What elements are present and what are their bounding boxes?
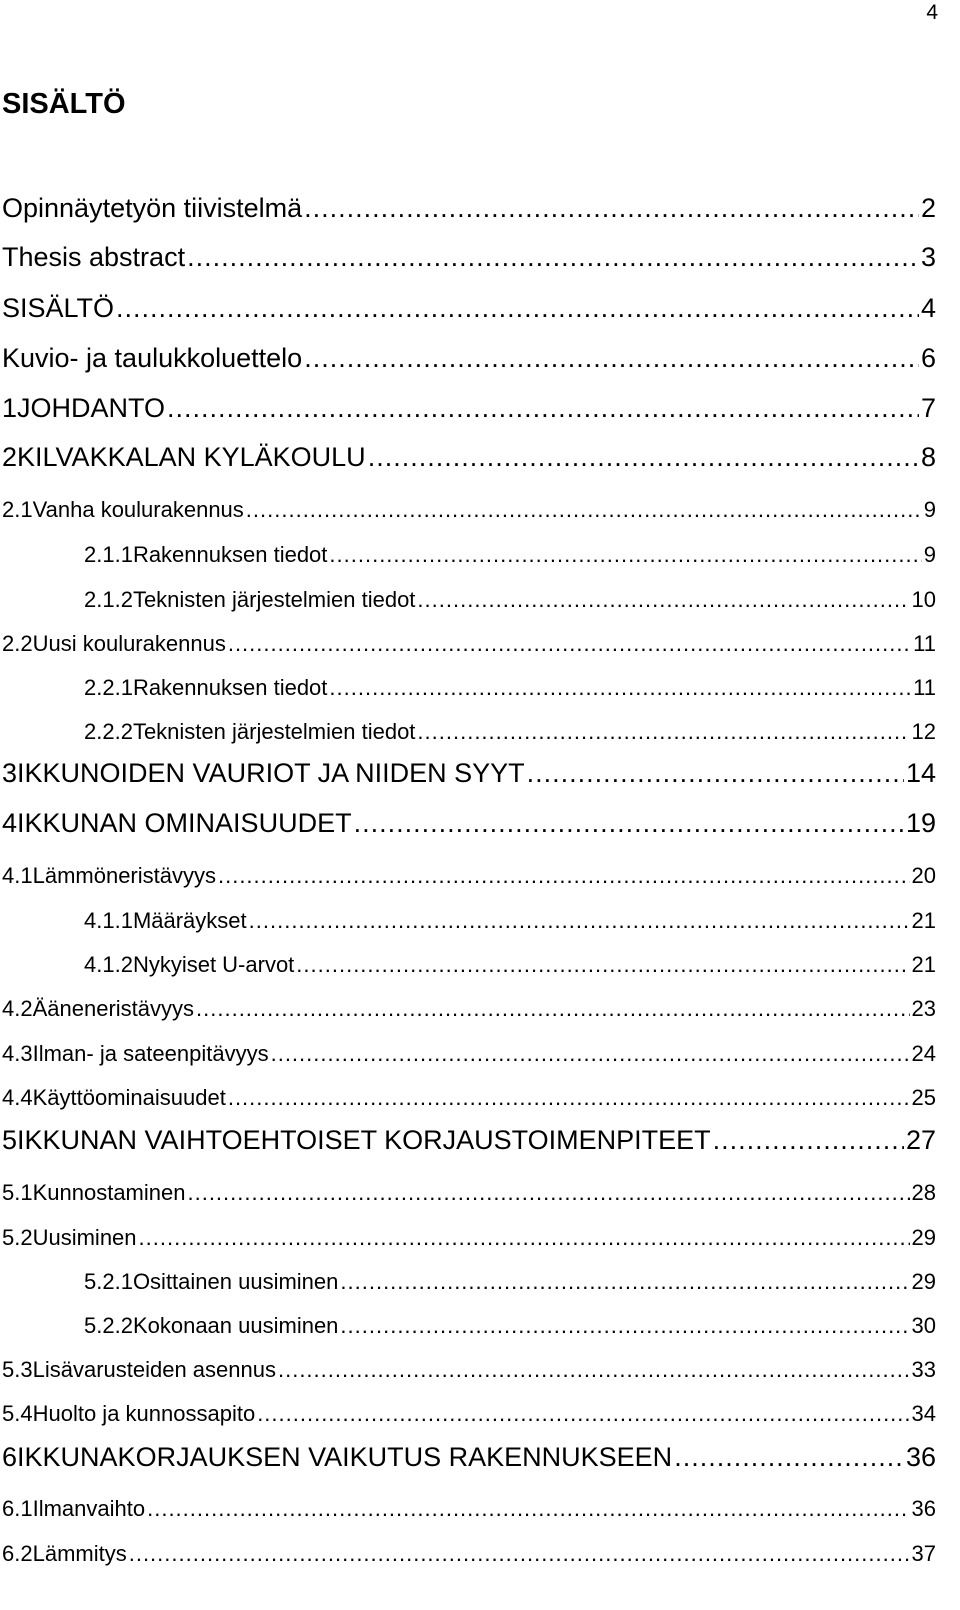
- toc-leader: [116, 291, 919, 325]
- toc-entry-number: 2.1.1: [84, 542, 133, 567]
- toc-entry-title: Lämmöneristävyys: [32, 863, 216, 888]
- toc-entry-title: KILVAKKALAN KYLÄKOULU: [17, 442, 366, 472]
- toc-entry-number: 4.2: [2, 996, 33, 1021]
- toc-entry[interactable]: [84, 1312, 936, 1340]
- toc-leader: [218, 862, 910, 890]
- toc-entry-number: 5.2.2: [84, 1313, 133, 1338]
- toc-leader: [304, 191, 919, 225]
- toc-leader: [249, 907, 910, 935]
- toc-entry-page: 21: [911, 952, 936, 977]
- toc-entry-title: Kunnostaminen: [32, 1180, 186, 1205]
- toc-leader: [674, 1440, 904, 1474]
- toc-entry-number: 2.2.1: [84, 675, 133, 700]
- toc-entry-number: 1: [2, 393, 18, 423]
- toc-leader: [257, 1400, 909, 1428]
- toc-entry[interactable]: [2, 756, 936, 790]
- toc-entry[interactable]: [2, 1495, 936, 1523]
- toc-entry-number: 6.1: [2, 1496, 33, 1521]
- toc-entry-title: IKKUNAN VAIHTOEHTOISET KORJAUSTOIMENPITEET: [17, 1125, 711, 1155]
- toc-leader: [713, 1123, 904, 1157]
- toc-entry[interactable]: [2, 1179, 936, 1207]
- toc-leader: [340, 1312, 909, 1340]
- toc-entry-title: Ääneneristävyys: [32, 996, 195, 1021]
- toc-entry-page: 8: [920, 442, 936, 472]
- toc-entry-title: Ilman- ja sateenpitävyys: [32, 1041, 269, 1066]
- toc-entry[interactable]: [2, 1400, 936, 1428]
- toc-entry[interactable]: [84, 718, 936, 746]
- toc-entry[interactable]: [2, 1040, 936, 1068]
- toc-entry-number: 5.1: [2, 1180, 33, 1205]
- toc-entry-title: Osittainen uusiminen: [132, 1269, 339, 1294]
- toc-entry-number: 2.1: [2, 497, 33, 522]
- toc-entry-page: 33: [911, 1357, 936, 1382]
- toc-entry-page: 9: [923, 542, 936, 567]
- toc-entry-page: 36: [905, 1442, 936, 1472]
- toc-entry-title: Huolto ja kunnossapito: [32, 1401, 256, 1426]
- toc-entry-page: 34: [911, 1401, 936, 1426]
- toc-entry-page: 3: [920, 242, 936, 272]
- toc-entry-number: 6: [2, 1442, 18, 1472]
- toc-entry[interactable]: [2, 240, 936, 274]
- toc-leader: [417, 718, 909, 746]
- toc-entry[interactable]: [84, 586, 936, 614]
- toc-leader: [196, 995, 910, 1023]
- toc-entry-number: 5.3: [2, 1357, 33, 1382]
- toc-entry-title: Rakennuksen tiedot: [132, 675, 328, 700]
- toc-entry-title: Vanha koulurakennus: [32, 497, 244, 522]
- toc-entry-title: Opinnäytetyön tiivistelmä: [2, 193, 303, 223]
- toc-entry-number: 4.1.2: [84, 952, 133, 977]
- toc-entry[interactable]: [2, 391, 936, 425]
- toc-entry-page: 11: [913, 631, 936, 656]
- toc-entry[interactable]: [2, 291, 936, 325]
- toc-entry-page: 14: [905, 758, 936, 788]
- toc-entry-title: Uusi koulurakennus: [32, 631, 226, 656]
- toc-leader: [147, 1495, 909, 1523]
- toc-leader: [329, 674, 911, 702]
- toc-entry-title: JOHDANTO: [17, 393, 166, 423]
- toc-entry[interactable]: [84, 951, 936, 979]
- toc-entry-page: 37: [911, 1541, 936, 1566]
- toc-leader: [228, 1084, 910, 1112]
- toc-entry[interactable]: [2, 1123, 936, 1157]
- toc-entry[interactable]: [2, 341, 936, 375]
- toc-entry-page: 25: [911, 1085, 936, 1110]
- toc-entry-page: 28: [911, 1180, 936, 1205]
- toc-leader: [354, 806, 904, 840]
- toc-entry-title: Uusiminen: [32, 1225, 137, 1250]
- toc-entry[interactable]: [2, 630, 936, 658]
- toc-leader: [417, 586, 909, 614]
- toc-entry[interactable]: [2, 1084, 936, 1112]
- toc-entry-title: Kuvio- ja taulukkoluettelo: [2, 343, 303, 373]
- toc-entry-page: 6: [920, 343, 936, 373]
- toc-leader: [278, 1356, 910, 1384]
- toc-entry-number: 4.1.1: [84, 908, 133, 933]
- toc-entry[interactable]: [2, 1540, 936, 1568]
- toc-entry-page: 12: [911, 719, 936, 744]
- toc-heading: SISÄLTÖ: [2, 88, 126, 120]
- toc-leader: [228, 630, 911, 658]
- toc-entry-page: 24: [911, 1041, 936, 1066]
- toc-entry-title: IKKUNOIDEN VAURIOT JA NIIDEN SYYT: [17, 758, 525, 788]
- toc-leader: [187, 1179, 909, 1207]
- toc-entry-page: 30: [911, 1313, 936, 1338]
- toc-entry-number: 5.4: [2, 1401, 33, 1426]
- toc-entry[interactable]: [2, 496, 936, 524]
- toc-entry-page: 23: [911, 996, 936, 1021]
- toc-leader: [340, 1268, 909, 1296]
- toc-leader: [527, 756, 904, 790]
- toc-entry[interactable]: [2, 440, 936, 474]
- toc-entry-title: IKKUNAN OMINAISUUDET: [17, 808, 352, 838]
- page-number: 4: [926, 1, 938, 24]
- toc-leader: [271, 1040, 910, 1068]
- toc-entry-title: Määräykset: [132, 908, 247, 933]
- toc-entry-page: 27: [905, 1125, 936, 1155]
- toc-entry-page: 21: [911, 908, 936, 933]
- toc-entry-number: 5.2.1: [84, 1269, 133, 1294]
- toc-entry-number: 4: [2, 808, 18, 838]
- toc-entry-page: 29: [911, 1225, 936, 1250]
- toc-entry-number: 6.2: [2, 1541, 33, 1566]
- toc-entry[interactable]: [84, 674, 936, 702]
- toc-leader: [129, 1540, 910, 1568]
- toc-entry-title: Nykyiset U-arvot: [132, 952, 295, 977]
- toc-entry[interactable]: [84, 907, 936, 935]
- toc-entry-number: 4.1: [2, 863, 33, 888]
- toc-entry-page: 2: [920, 193, 936, 223]
- toc-entry[interactable]: [84, 541, 936, 569]
- toc-entry-page: 11: [913, 675, 936, 700]
- toc-leader: [246, 496, 922, 524]
- toc-entry[interactable]: [2, 1440, 936, 1474]
- toc-entry[interactable]: [2, 862, 936, 890]
- toc-entry-number: 2: [2, 442, 18, 472]
- toc-entry[interactable]: [2, 806, 936, 840]
- toc-entry-page: 7: [920, 393, 936, 423]
- toc-entry-title: Thesis abstract: [2, 242, 186, 272]
- toc-entry-number: 4.3: [2, 1041, 33, 1066]
- toc-leader: [167, 391, 919, 425]
- toc-entry-number: 2.1.2: [84, 587, 133, 612]
- toc-entry-title: IKKUNAKORJAUKSEN VAIKUTUS RAKENNUKSEEN: [17, 1442, 673, 1472]
- toc-entry[interactable]: [2, 1224, 936, 1252]
- toc-entry-number: 5: [2, 1125, 18, 1155]
- toc-entry-page: 9: [923, 497, 936, 522]
- toc-entry-page: 36: [911, 1496, 936, 1521]
- toc-entry-page: 10: [911, 587, 936, 612]
- toc-entry[interactable]: [84, 1268, 936, 1296]
- toc-entry-title: SISÄLTÖ: [2, 293, 115, 323]
- toc-entry-title: Käyttöominaisuudet: [32, 1085, 226, 1110]
- toc-entry-page: 29: [911, 1269, 936, 1294]
- toc-entry[interactable]: [2, 1356, 936, 1384]
- toc-entry-number: 3: [2, 758, 18, 788]
- toc-entry-title: Lämmitys: [32, 1541, 127, 1566]
- toc-entry-title: Rakennuksen tiedot: [132, 542, 328, 567]
- toc-entry-title: Kokonaan uusiminen: [132, 1313, 339, 1338]
- toc-entry-number: 2.2: [2, 631, 33, 656]
- toc-leader: [304, 341, 919, 375]
- toc-entry-number: 2.2.2: [84, 719, 133, 744]
- toc-entry-page: 19: [905, 808, 936, 838]
- toc-leader: [329, 541, 921, 569]
- toc-entry-title: Ilmanvaihto: [32, 1496, 146, 1521]
- toc-entry-number: 4.4: [2, 1085, 33, 1110]
- toc-leader: [187, 240, 919, 274]
- toc-entry-title: Teknisten järjestelmien tiedot: [132, 719, 416, 744]
- toc-entry-number: 5.2: [2, 1225, 33, 1250]
- toc-entry-page: 4: [920, 293, 936, 323]
- toc-entry-title: Teknisten järjestelmien tiedot: [132, 587, 416, 612]
- toc-leader: [139, 1224, 910, 1252]
- toc-entry[interactable]: [2, 191, 936, 225]
- toc-entry-page: 20: [911, 863, 936, 888]
- toc-entry[interactable]: [2, 995, 936, 1023]
- toc-leader: [368, 440, 919, 474]
- toc-entry-title: Lisävarusteiden asennus: [32, 1357, 276, 1382]
- toc-leader: [296, 951, 909, 979]
